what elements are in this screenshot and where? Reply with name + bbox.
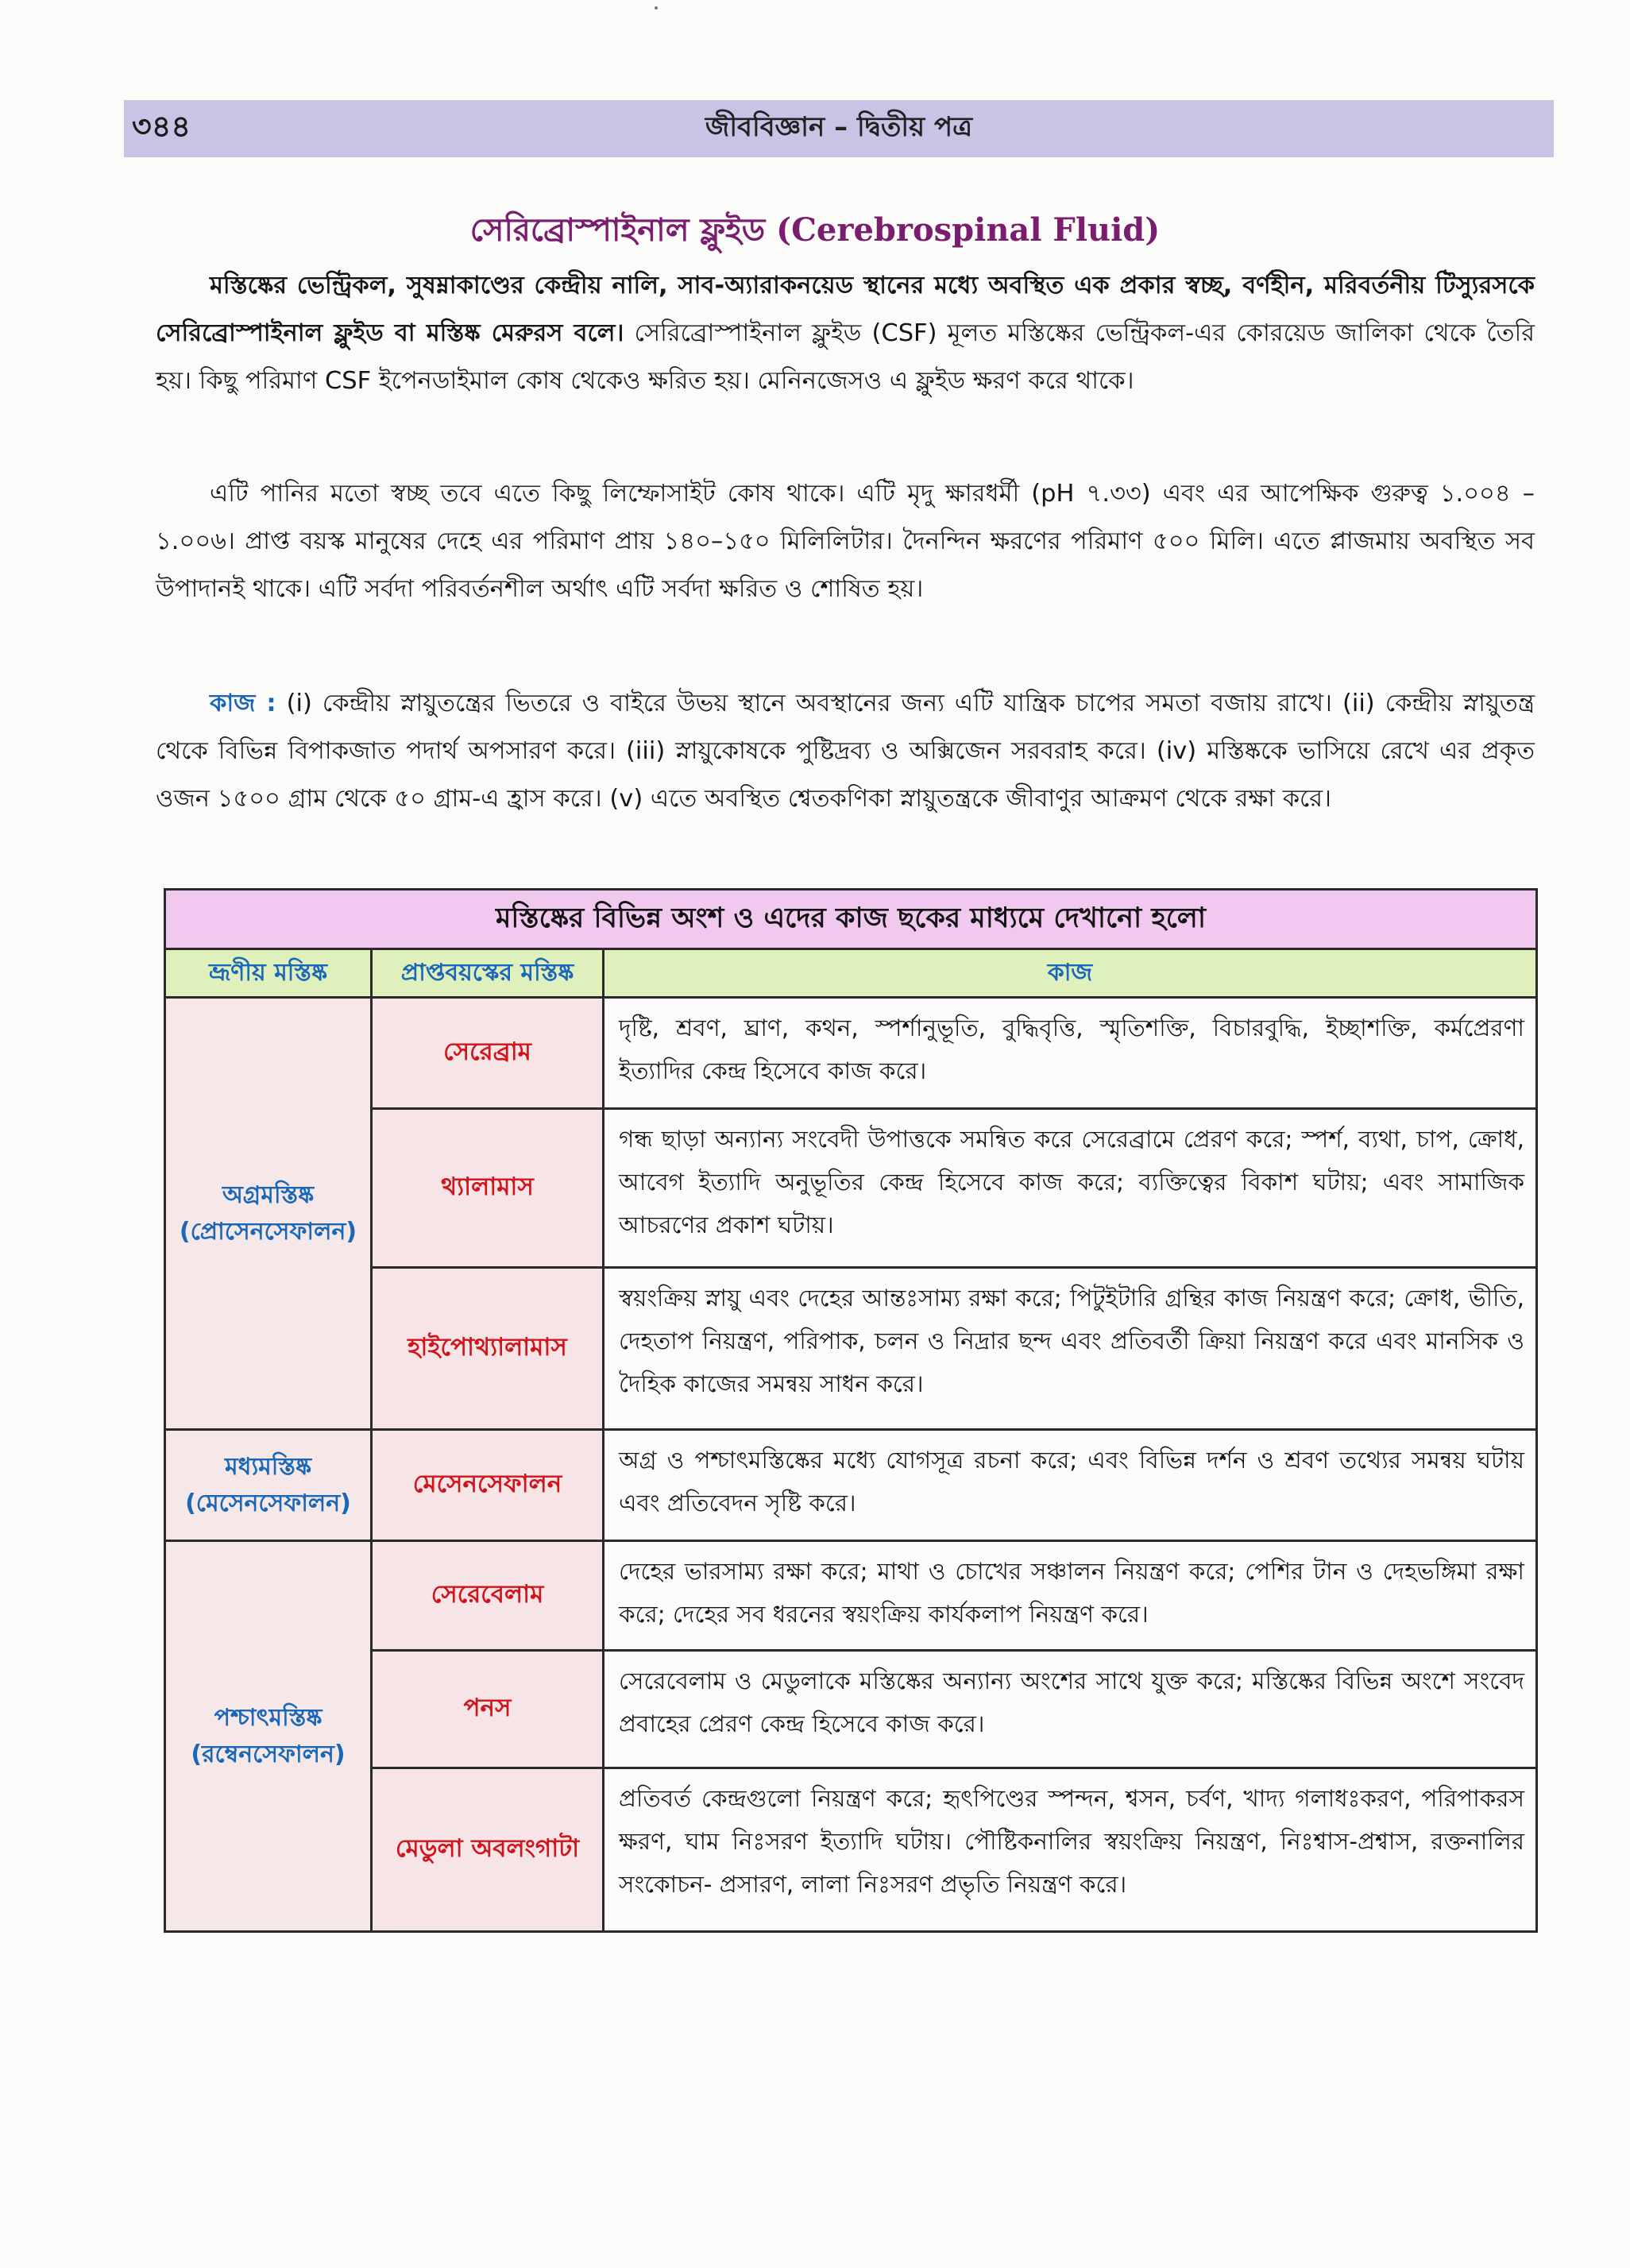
embryonic-midbrain: মধ্যমস্তিষ্ক (মেসেনসেফালন) xyxy=(165,1430,372,1541)
adult-part: হাইপোথ্যালামাস xyxy=(372,1268,604,1430)
page-number: ৩৪৪ xyxy=(132,109,191,144)
adult-part: পনস xyxy=(372,1651,604,1768)
properties-text: এটি পানির মতো স্বচ্ছ তবে এতে কিছু লিম্ফোসাইট কোষ থাকে। এটি মৃদু ক্ষারধর্মী (pH ৭.৩৩) এবং এর আপেক্ষিক গুরুত্ব ১.০০৪ – ১.০০৬। প্রাপ্ত বয়স্ক মানুষের দেহে এর পরিমাণ প্রায় ১৪০–১৫০ মিলিলিটার। দৈনন্দিন ক্ষরণের পরিমাণ ৫০০ মিলি। এতে প্লাজমায় অবস্থিত সব উপাদানই থাকে। এটি সর্বদা পরিবর্তনশীল অর্থাৎ এটি সর্বদা ক্ষরিত ও শোষিত হয়। xyxy=(156,480,1535,603)
table-row xyxy=(165,1268,1537,1430)
table-row xyxy=(165,1651,1537,1768)
adult-part: মেডুলা অবলংগাটা xyxy=(372,1768,604,1932)
brain-parts-table xyxy=(164,888,1538,1933)
adult-part: থ্যালামাস xyxy=(372,1109,604,1268)
definition-text: সেরিব্রোস্পাইনাল ফ্লুইড (CSF) মূলত মস্তিষ্কের ভেন্ট্রিকল-এর কোরয়েড জালিকা থেকে তৈরি হয়। কিছু পরিমাণ CSF ইপেনডাইমাল কোষ থেকেও ক্ষরিত হয়। মেনিনজেসও এ ফ্লুইড ক্ষরণ করে থাকে। xyxy=(156,319,1535,395)
function-cell: প্রতিবর্ত কেন্দ্রগুলো নিয়ন্ত্রণ করে; হৃৎপিণ্ডের স্পন্দন, শ্বসন, চর্বণ, খাদ্য গলাধঃকরণ, পরিপাকরস ক্ষরণ, ঘাম নিঃসরণ ইত্যাদি ঘটায়। পৌষ্টিকনালির স্বয়ংক্রিয় নিয়ন্ত্রণ, নিঃশ্বাস-প্রশ্বাস, রক্তনালির সংকোচন- প্রসারণ, লালা নিঃসরণ প্রভৃতি নিয়ন্ত্রণ করে। xyxy=(604,1768,1537,1932)
table-row xyxy=(165,1430,1537,1541)
adult-part: সেরেব্রাম xyxy=(372,998,604,1109)
header-adult: প্রাপ্তবয়স্কের মস্তিষ্ক xyxy=(372,949,604,998)
running-title: জীববিজ্ঞান – দ্বিতীয় পত্র xyxy=(705,110,973,143)
paragraph-properties xyxy=(156,470,1535,613)
function-cell: গন্ধ ছাড়া অন্যান্য সংবেদী উপাত্তকে সমন্বিত করে সেরেব্রামে প্রেরণ করে; স্পর্শ, ব্যথা, চাপ, ক্রোধ, আবেগ ইত্যাদি অনুভূতির কেন্দ্র হিসেবে কাজ করে; ব্যক্তিত্বের বিকাশ ঘটায়; এবং সামাজিক আচরণের প্রকাশ ঘটায়। xyxy=(604,1109,1537,1268)
function-cell: সেরেবেলাম ও মেডুলাকে মস্তিষ্কের অন্যান্য অংশের সাথে যুক্ত করে; মস্তিষ্কের বিভিন্ন অংশে সংবেদ প্রবাহের প্রেরণ কেন্দ্র হিসেবে কাজ করে। xyxy=(604,1651,1537,1768)
table-row xyxy=(165,1109,1537,1268)
adult-part: মেসেনসেফালন xyxy=(372,1430,604,1541)
functions-text: (i) কেন্দ্রীয় স্নায়ুতন্ত্রের ভিতরে ও বাইরে উভয় স্থানে অবস্থানের জন্য এটি যান্ত্রিক চাপের সমতা বজায় রাখে। (ii) কেন্দ্রীয় স্নায়ুতন্ত্র থেকে বিভিন্ন বিপাকজাত পদার্থ অপসারণ করে। (iii) স্নায়ুকোষকে পুষ্টিদ্রব্য ও অক্সিজেন সরবরাহ করে। (iv) মস্তিষ্ককে ভাসিয়ে রেখে এর প্রকৃত ওজন ১৫০০ গ্রাম থেকে ৫০ গ্রাম-এ হ্রাস করে। (v) এতে অবস্থিত শ্বেতকণিকা স্নায়ুতন্ত্রকে জীবাণুর আক্রমণ থেকে রক্ষা করে। xyxy=(156,690,1535,813)
table-caption: মস্তিষ্কের বিভিন্ন অংশ ও এদের কাজ ছকের মাধ্যমে দেখানো হলো xyxy=(165,890,1537,949)
function-cell: স্বয়ংক্রিয় স্নায়ু এবং দেহের আন্তঃসাম্য রক্ষা করে; পিটুইটারি গ্রন্থির কাজ নিয়ন্ত্রণ করে; ক্রোধ, ভীতি, দেহতাপ নিয়ন্ত্রণ, পরিপাক, চলন ও নিদ্রার ছন্দ এবং প্রতিবর্তী ক্রিয়া নিয়ন্ত্রণ করে এবং মানসিক ও দৈহিক কাজের সমন্বয় সাধন করে। xyxy=(604,1268,1537,1430)
running-header xyxy=(124,100,1554,157)
function-cell: দৃষ্টি, শ্রবণ, ঘ্রাণ, কথন, স্পর্শানুভূতি, বুদ্ধিবৃত্তি, স্মৃতিশক্তি, বিচারবুদ্ধি, ইচ্ছাশক্তি, কর্মপ্রেরণা ইত্যাদির কেন্দ্র হিসেবে কাজ করে। xyxy=(604,998,1537,1109)
function-cell: অগ্র ও পশ্চাৎমস্তিষ্কের মধ্যে যোগসূত্র রচনা করে; এবং বিভিন্ন দর্শন ও শ্রবণ তথ্যের সমন্বয় ঘটায় এবং প্রতিবেদন সৃষ্টি করে। xyxy=(604,1430,1537,1541)
table-row xyxy=(165,1541,1537,1651)
paragraph-definition xyxy=(156,262,1535,405)
embryonic-hindbrain: পশ্চাৎমস্তিষ্ক (রম্বেনসেফালন) xyxy=(165,1541,372,1932)
adult-part: সেরেবেলাম xyxy=(372,1541,604,1651)
section-title-en: (Cerebrospinal Fluid) xyxy=(776,211,1161,249)
scan-dot xyxy=(655,6,658,10)
header-function: কাজ xyxy=(604,949,1537,998)
table-row xyxy=(165,1768,1537,1932)
table-row xyxy=(165,998,1537,1109)
section-title xyxy=(0,205,1630,258)
function-cell: দেহের ভারসাম্য রক্ষা করে; মাথা ও চোখের সঞ্চালন নিয়ন্ত্রণ করে; পেশির টান ও দেহভঙ্গিমা রক্ষা করে; দেহের সব ধরনের স্বয়ংক্রিয় কার্যকলাপ নিয়ন্ত্রণ করে। xyxy=(604,1541,1537,1651)
embryonic-forebrain: অগ্রমস্তিষ্ক (প্রোসেনসেফালন) xyxy=(165,998,372,1430)
paragraph-functions xyxy=(156,680,1535,823)
section-title-bn: সেরিব্রোস্পাইনাল ফ্লুইড xyxy=(469,212,766,249)
definition-bold: মস্তিষ্কের ভেন্ট্রিকল, সুষম্নাকাণ্ডের কেন্দ্রীয় নালি, সাব-অ্যারাকনয়েড স্থানের মধ্যে অবস্থিত এক প্রকার স্বচ্ছ, বর্ণহীন, মরিবর্তনীয় টিস্যুরসকে সেরিব্রোস্পাইনাল ফ্লুইড বা মস্তিষ্ক মেরুরস বলে। xyxy=(156,272,1535,347)
header-embryonic: ভ্রূণীয় মস্তিষ্ক xyxy=(165,949,372,998)
functions-label: কাজ : xyxy=(210,690,276,717)
